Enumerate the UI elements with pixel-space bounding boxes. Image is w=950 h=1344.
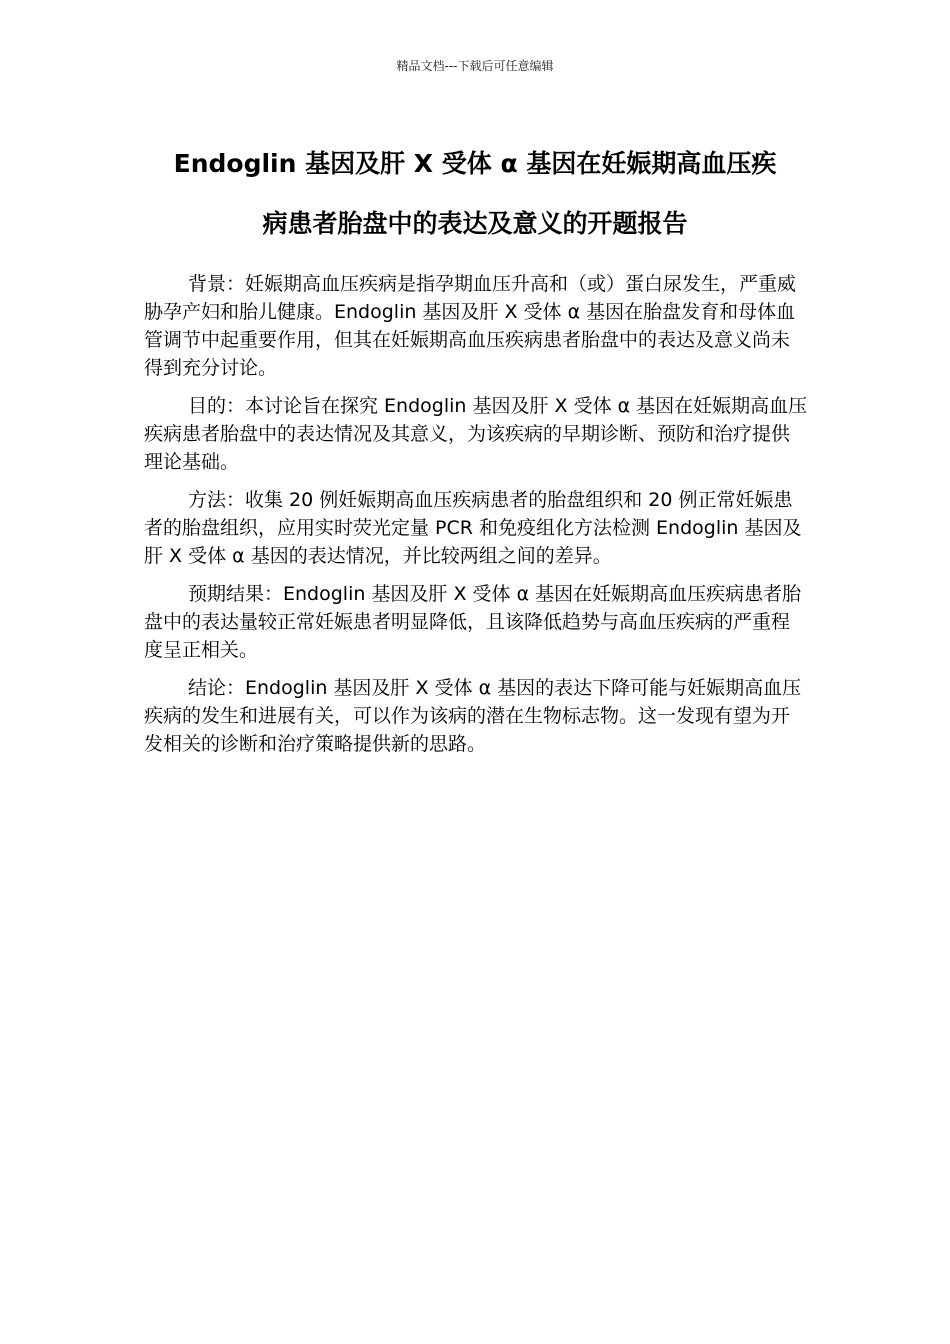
paragraph-background: 背景：妊娠期高血压疾病是指孕期血压升高和（或）蛋白尿发生，严重威胁孕产妇和胎儿健康。Endoglin 基因及肝 X 受体 α 基因在胎盘发育和母体血管调节中起重要作用，但其在妊娠期高血压疾病患者胎盘中的表达及意义尚未得到充分讨论。 — [144, 273, 797, 379]
document-title — [130, 134, 820, 254]
paragraph-expected-results: 预期结果：Endoglin 基因及肝 X 受体 α 基因在妊娠期高血压疾病患者胎盘中的表达量较正常妊娠患者明显降低，且该降低趋势与高血压疾病的严重程度呈正相关。 — [144, 583, 802, 661]
paragraph-methods: 方法：收集 20 例妊娠期高血压疾病患者的胎盘组织和 20 例正常妊娠患者的胎盘组织，应用实时荧光定量 PCR 和免疫组化方法检测 Endoglin 基因及肝 X 受体 α 基因的表达情况，并比较两组之间的差异。 — [144, 489, 802, 567]
paragraph-conclusion: 结论：Endoglin 基因及肝 X 受体 α 基因的表达下降可能与妊娠期高血压疾病的发生和进展有关，可以作为该病的潜在生物标志物。这一发现有望为开发相关的诊断和治疗策略提供新的思路。 — [144, 677, 802, 755]
page-header-note: 精品文档---下载后可任意编辑 — [396, 59, 554, 73]
paragraph-objective: 目的：本讨论旨在探究 Endoglin 基因及肝 X 受体 α 基因在妊娠期高血压疾病患者胎盘中的表达情况及其意义，为该疾病的早期诊断、预防和治疗提供理论基础。 — [144, 395, 808, 473]
document-body — [144, 270, 808, 768]
document-title-line-1: Endoglin 基因及肝 X 受体 α 基因在妊娠期高血压疾 — [173, 149, 777, 178]
document-title-line-2: 病患者胎盘中的表达及意义的开题报告 — [262, 209, 688, 238]
